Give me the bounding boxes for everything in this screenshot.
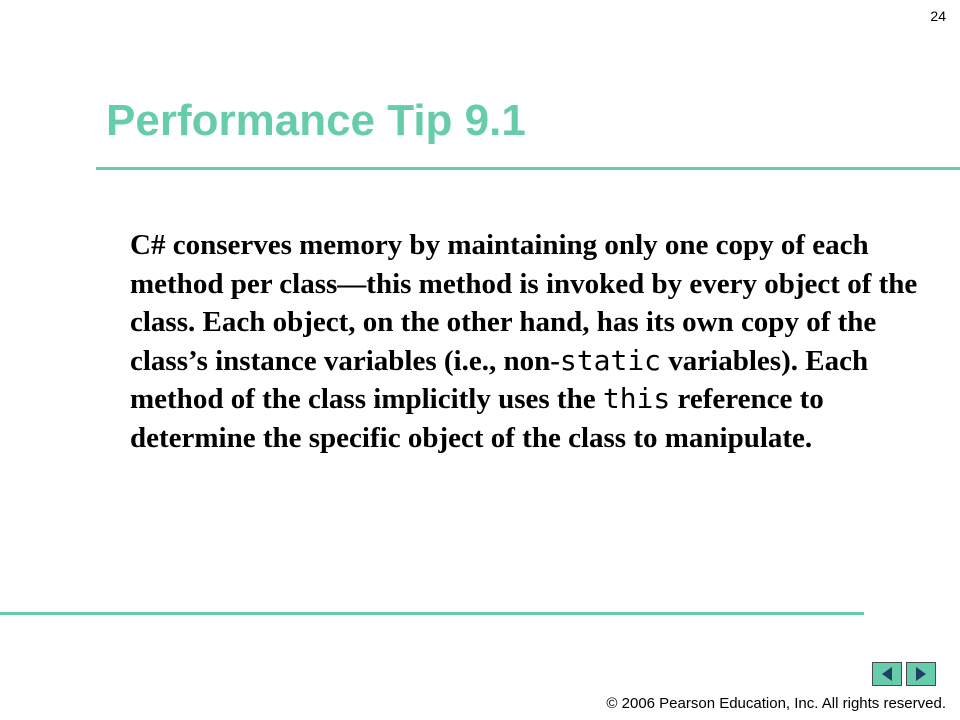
slide-navigation bbox=[872, 662, 936, 686]
body-text-part-1: C# conserves memory by maintaining only one copy of each method per class—this method is invoked by every object of the class. Each object, on the other hand, has its own copy of the class’s instance variables (i.e., non- bbox=[130, 229, 918, 377]
slide-title: Performance Tip 9.1 bbox=[106, 96, 526, 145]
page-number: 24 bbox=[930, 8, 946, 24]
title-divider bbox=[96, 167, 960, 170]
body-text-part-2: variables). Each method of the class implicitly uses the bbox=[130, 344, 869, 415]
tip-body-text bbox=[130, 226, 920, 457]
next-slide-button[interactable] bbox=[906, 662, 936, 686]
copyright-notice: © 2006 Pearson Education, Inc. All rights reserved. bbox=[606, 695, 946, 712]
code-keyword-this: this bbox=[602, 382, 671, 415]
previous-slide-button[interactable] bbox=[872, 662, 902, 686]
code-keyword-static: static bbox=[559, 343, 662, 377]
right-triangle-icon bbox=[913, 666, 929, 682]
footer-divider bbox=[0, 612, 864, 615]
left-triangle-icon bbox=[879, 666, 895, 682]
body-text-part-3: reference to determine the specific object of the class to manipulate. bbox=[130, 383, 824, 454]
